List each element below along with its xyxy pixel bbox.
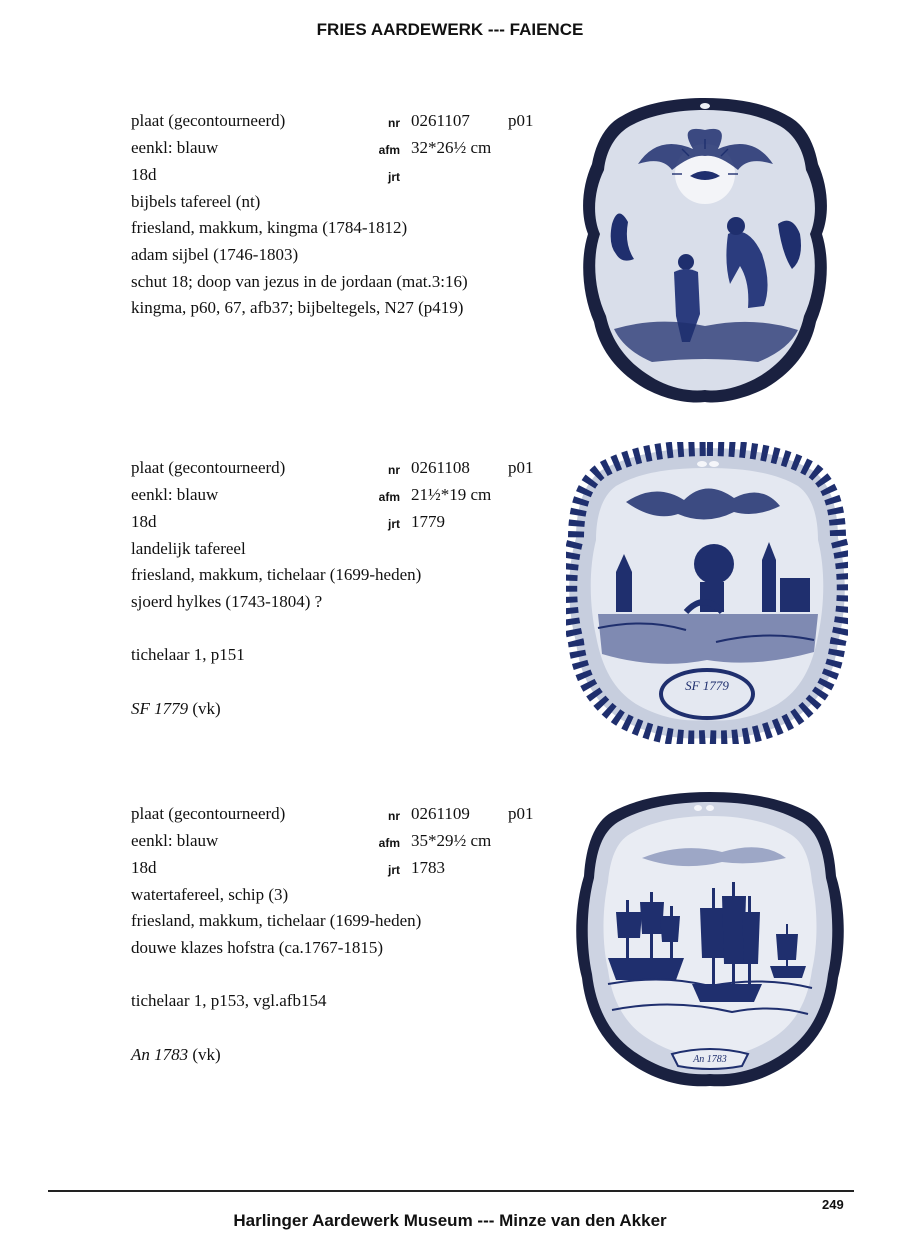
- value-jrt: 1783: [411, 858, 445, 877]
- label-afm: afm: [378, 143, 400, 157]
- value-page-code: p01: [508, 458, 534, 477]
- value-literatuur: tichelaar 1, p153, vgl.afb154: [131, 991, 327, 1010]
- value-voorstelling: bijbels tafereel (nt): [131, 192, 261, 211]
- opschrift-note: (vk): [188, 699, 221, 718]
- page-footer: Harlinger Aardewerk Museum --- Minze van den Akker: [233, 1211, 667, 1230]
- opschrift-inscription: SF 1779: [131, 699, 189, 718]
- value-kleur: eenkl: blauw: [131, 831, 219, 850]
- value-voorbeeld: schut 18; doop van jezus in de jordaan (mat.3:16): [131, 272, 468, 291]
- value-page-code: p01: [508, 804, 534, 823]
- value-voorstelling: landelijk tafereel: [131, 539, 246, 558]
- value-schilder: douwe klazes hofstra (ca.1767-1815): [131, 938, 384, 957]
- value-fabrikaat: friesland, makkum, kingma (1784-1812): [131, 218, 408, 237]
- label-nr: nr: [388, 809, 400, 823]
- value-nr: 0261108: [411, 458, 470, 477]
- label-jrt: jrt: [388, 170, 400, 184]
- value-afm: 32*26½ cm: [411, 138, 492, 157]
- value-voorstelling: watertafereel, schip (3): [131, 885, 289, 904]
- value-datering: 18d: [131, 165, 157, 184]
- value-voorwerp: plaat (gecontourneerd): [131, 458, 286, 477]
- value-schilder: adam sijbel (1746-1803): [131, 245, 299, 264]
- plate-2-inscription: SF 1779: [685, 678, 729, 693]
- value-page-code: p01: [508, 111, 534, 130]
- landscape-plate-image: [566, 442, 848, 744]
- value-kleur: eenkl: blauw: [131, 485, 219, 504]
- value-datering: 18d: [131, 858, 157, 877]
- value-literatuur: tichelaar 1, p151: [131, 645, 245, 664]
- opschrift-note: (vk): [188, 1045, 221, 1064]
- label-nr: nr: [388, 463, 400, 477]
- value-jrt: 1779: [411, 512, 445, 531]
- ships-plate-image: [572, 788, 848, 1094]
- plate-3-inscription: An 1783: [693, 1054, 727, 1065]
- value-afm: 21½*19 cm: [411, 485, 492, 504]
- label-afm: afm: [378, 836, 400, 850]
- label-jrt: jrt: [388, 517, 400, 531]
- value-fabrikaat: friesland, makkum, tichelaar (1699-heden): [131, 911, 422, 930]
- value-voorwerp: plaat (gecontourneerd): [131, 111, 286, 130]
- value-schilder: sjoerd hylkes (1743-1804) ?: [131, 592, 323, 611]
- footer-divider: [48, 1190, 854, 1192]
- value-opschrift: [131, 699, 221, 719]
- label-afm: afm: [378, 490, 400, 504]
- label-nr: nr: [388, 116, 400, 130]
- value-nr: 0261109: [411, 804, 470, 823]
- value-opschrift: [131, 1045, 221, 1065]
- opschrift-inscription: An 1783: [131, 1045, 189, 1064]
- value-literatuur: kingma, p60, 67, afb37; bijbeltegels, N27 (p419): [131, 298, 464, 317]
- value-kleur: eenkl: blauw: [131, 138, 219, 157]
- value-nr: 0261107: [411, 111, 470, 130]
- value-fabrikaat: friesland, makkum, tichelaar (1699-heden): [131, 565, 422, 584]
- baptism-plate-image: [578, 94, 832, 406]
- value-voorwerp: plaat (gecontourneerd): [131, 804, 286, 823]
- page-header: FRIES AARDEWERK --- FAIENCE: [316, 20, 584, 39]
- label-jrt: jrt: [388, 863, 400, 877]
- page-number: 249: [822, 1197, 844, 1212]
- value-datering: 18d: [131, 512, 157, 531]
- value-afm: 35*29½ cm: [411, 831, 492, 850]
